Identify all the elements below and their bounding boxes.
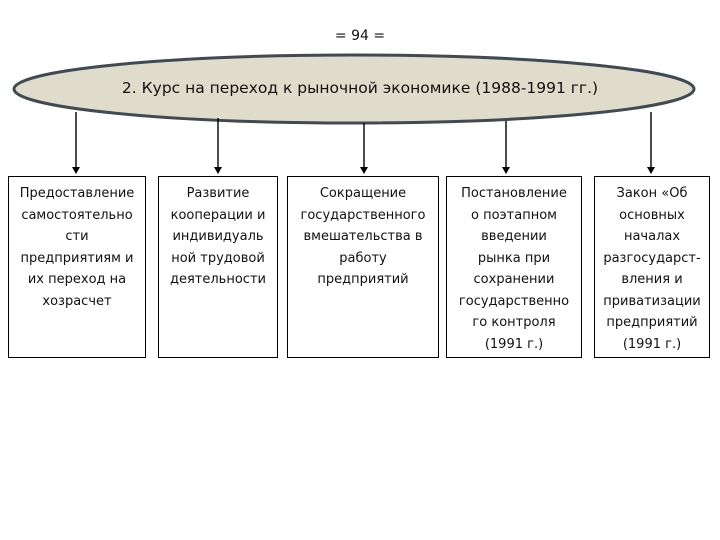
box-resolution-1991 [446, 176, 582, 358]
box-text: Постановление о поэтапном введении рынка при сохранении государственно го контроля (1991 г.) [458, 186, 570, 352]
box-text: Сокращение государственного вмешательства в работу предприятий [300, 186, 426, 287]
box-cooperation [158, 176, 278, 358]
box-enterprise-independence [8, 176, 146, 358]
box-text: Развитие кооперации и индивидуаль ной трудовой деятельности [170, 186, 266, 287]
diagram-title: 2. Курс на переход к рыночной экономике (1988-1991 гг.) [121, 79, 599, 97]
box-text: Предоставление самостоятельно сти предприятиям и их переход на хозрасчет [19, 186, 135, 309]
box-text: Закон «Об основных началах разгосударст- вления и приватизации предприятий (1991 г.) [603, 186, 701, 352]
box-privatization-law [594, 176, 710, 358]
page-number: = 94 = [334, 28, 386, 44]
box-state-intervention [287, 176, 439, 358]
